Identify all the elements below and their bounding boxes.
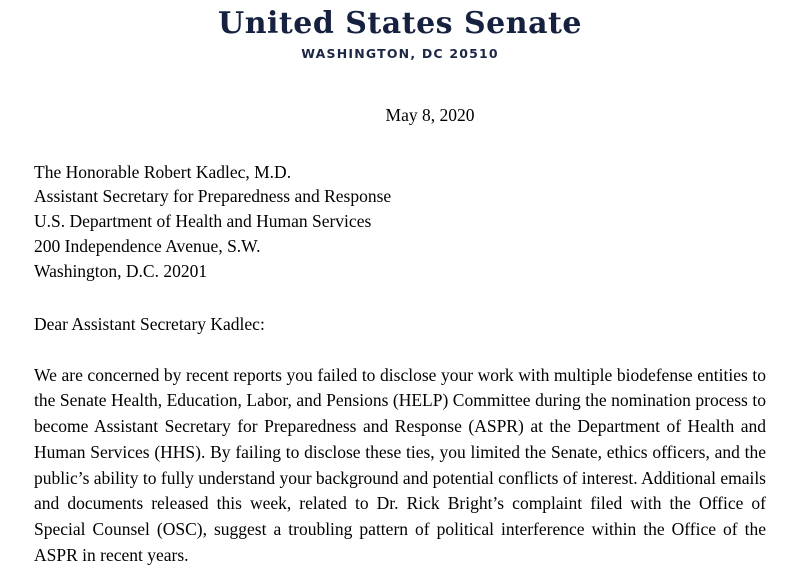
address-line: 200 Independence Avenue, S.W.: [34, 236, 261, 257]
address-line: Assistant Secretary for Preparedness and Response: [34, 186, 392, 207]
salutation: Dear Assistant Secretary Kadlec:: [34, 313, 265, 334]
letterhead: [34, 0, 766, 61]
address-line: Washington, D.C. 20201: [34, 260, 208, 281]
letterhead-subtitle: WASHINGTON, DC 20510: [301, 45, 499, 61]
letterhead-title: United States Senate: [218, 6, 582, 41]
body-text: [34, 363, 766, 568]
date-line: May 8, 2020: [385, 104, 475, 125]
body-paragraph: We are concerned by recent reports you failed to disclose your work with multiple biodefense entities to the Senate Health, Education, Labor, and Pensions (HELP) Committee during the nomination process to become Assistant Secretary for Preparedness and Response (ASPR) at the Department of Health and Human Services (HHS). By failing to disclose these ties, you limited the Senate, ethics officers, and the public’s ability to fully understand your background and potential conflicts of interest. Additional emails and documents released this week, related to Dr. Rick Bright’s complaint filed with the Office of Special Counsel (OSC), suggest a troubling pattern of political interference within the Office of the ASPR in recent years.: [34, 364, 766, 565]
address-line: The Honorable Robert Kadlec, M.D.: [34, 161, 292, 182]
address-line: U.S. Department of Health and Human Services: [34, 211, 372, 232]
recipient-address-block: [34, 160, 766, 284]
